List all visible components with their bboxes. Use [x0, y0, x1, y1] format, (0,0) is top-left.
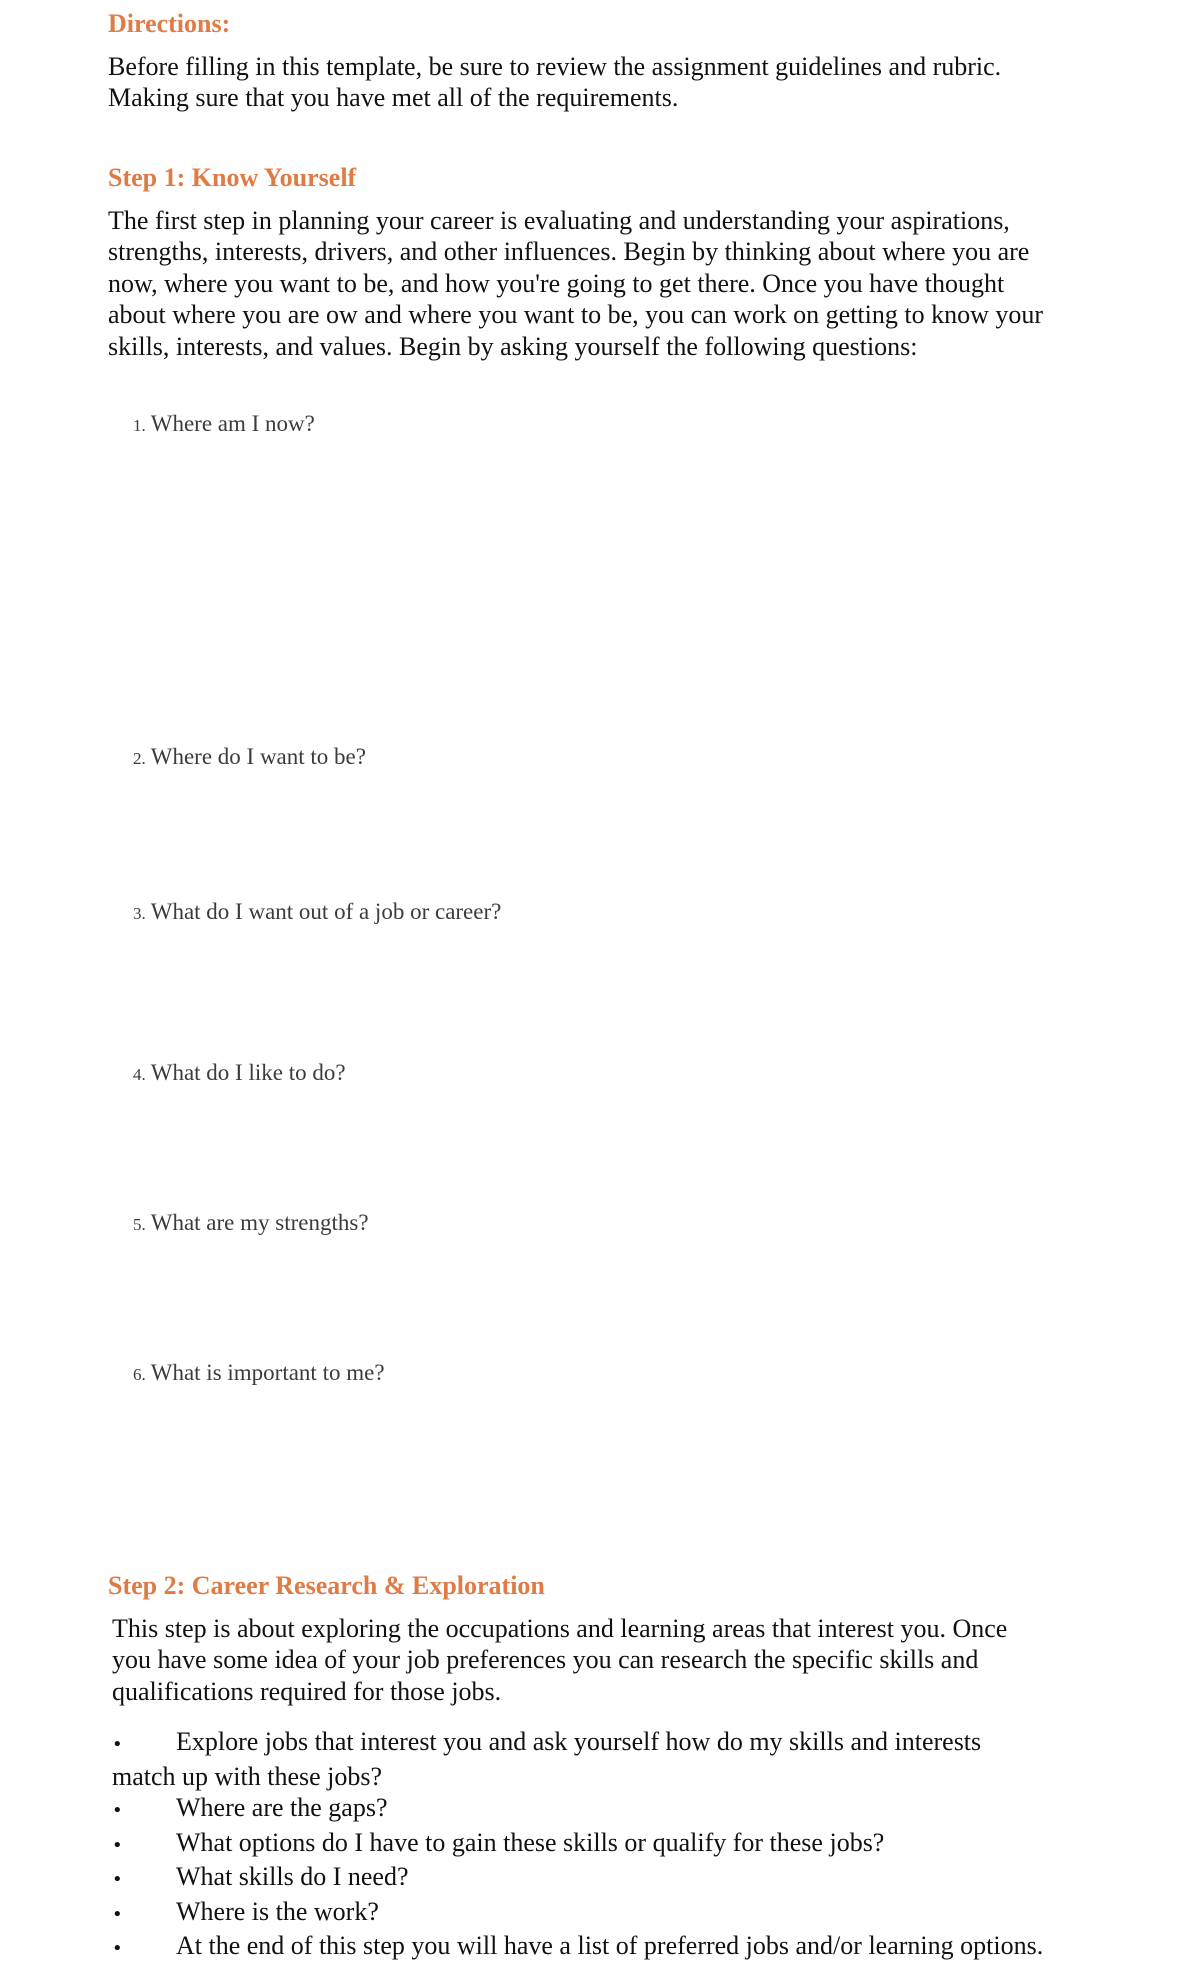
bullet-text: match up with these jobs?: [112, 1761, 383, 1791]
directions-text-line-1: Before filling in this template, be sure to review the assignment guidelines and rubric.: [108, 52, 1002, 81]
question-text: Where do I want to be?: [150, 744, 366, 769]
step1-text-line-1: The first step in planning your career is evaluating and understanding your aspirations,: [108, 206, 1010, 235]
bullet-item: [112, 1896, 1112, 1931]
bullet-item: [112, 1930, 1112, 1965]
question-2: [133, 743, 366, 773]
question-text: What is important to me?: [150, 1360, 385, 1385]
directions-heading: Directions:: [108, 9, 231, 38]
bullet-item-continuation: [112, 1761, 1112, 1793]
question-number: 6.: [133, 1365, 146, 1384]
step2-text-line-3: qualifications required for those jobs.: [112, 1677, 502, 1706]
question-number: 1.: [133, 416, 146, 435]
step1-text-line-4: about where you are ow and where you want to be, you can work on getting to know your: [108, 300, 1044, 329]
step1-text-line-5: skills, interests, and values. Begin by asking yourself the following questions:: [108, 332, 918, 361]
bullet-text: Where are the gaps?: [176, 1793, 388, 1822]
question-6: [133, 1359, 385, 1389]
question-text: Where am I now?: [150, 411, 315, 436]
bullet-text: Where is the work?: [176, 1896, 379, 1926]
bullet-icon: •: [112, 1869, 123, 1890]
bullet-item: [112, 1861, 1112, 1896]
step1-text-line-2: strengths, interests, drivers, and other influences. Begin by thinking about where you are: [108, 237, 1030, 266]
bullet-item: [112, 1792, 1112, 1827]
step2-text-line-1: This step is about exploring the occupations and learning areas that interest you. Once: [112, 1614, 1008, 1643]
bullet-icon: •: [112, 1800, 123, 1821]
question-text: What do I want out of a job or career?: [150, 899, 502, 924]
question-3: [133, 898, 501, 928]
question-text: What are my strengths?: [150, 1210, 369, 1235]
bullet-item: [112, 1726, 1112, 1761]
question-5: [133, 1209, 369, 1239]
question-4: [133, 1059, 346, 1089]
question-number: 3.: [133, 904, 146, 923]
bullet-item: [112, 1827, 1112, 1862]
question-text: What do I like to do?: [150, 1060, 346, 1085]
step2-bullet-list: [112, 1726, 1112, 1965]
bullet-text: Explore jobs that interest you and ask yourself how do my skills and interests: [176, 1727, 982, 1756]
question-number: 4.: [133, 1065, 146, 1084]
question-number: 2.: [133, 749, 146, 768]
step1-heading: Step 1: Know Yourself: [108, 163, 357, 192]
bullet-icon: •: [112, 1938, 123, 1959]
bullet-text: At the end of this step you will have a list of preferred jobs and/or learning options.: [176, 1931, 1044, 1960]
step2-text-line-2: you have some idea of your job preferences you can research the specific skills and: [112, 1645, 979, 1674]
bullet-icon: •: [112, 1834, 123, 1856]
bullet-text: What skills do I need?: [176, 1862, 409, 1891]
bullet-icon: •: [112, 1734, 123, 1755]
question-number: 5.: [133, 1215, 146, 1234]
bullet-text: What options do I have to gain these skills or qualify for these jobs?: [176, 1827, 885, 1857]
bullet-icon: •: [112, 1903, 123, 1925]
step2-heading: Step 2: Career Research & Exploration: [108, 1571, 545, 1600]
question-1: [133, 410, 315, 440]
directions-text-line-2: Making sure that you have met all of the requirements.: [108, 83, 679, 112]
step1-text-line-3: now, where you want to be, and how you're going to get there. Once you have thought: [108, 269, 1005, 298]
